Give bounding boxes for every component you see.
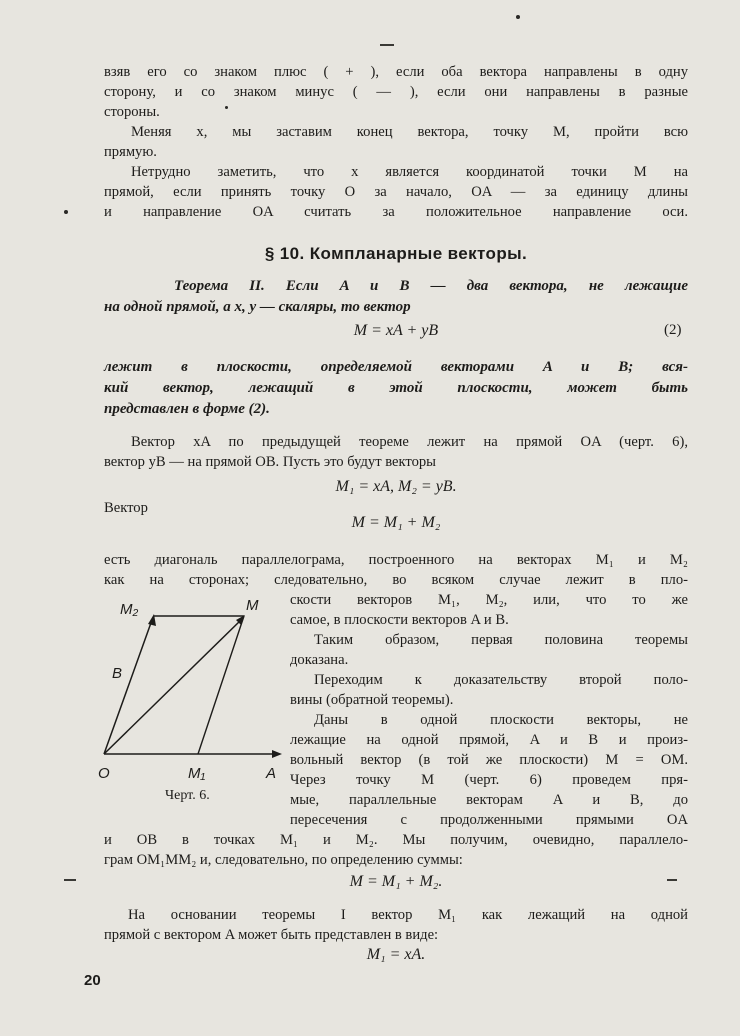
text-line: лежащие на одной прямой, A и B и произ-: [290, 732, 688, 748]
formula-theorem: M = xA + yB: [353, 322, 439, 339]
text-line: грам OM₁MM₂ и, следовательно, по определению суммы:: [104, 852, 463, 868]
word-vector: Вектор: [104, 500, 148, 516]
text-line: прямую.: [104, 144, 157, 160]
scan-speck: [380, 44, 394, 46]
text-line: стороны.: [104, 104, 160, 120]
equation-number: (2): [664, 322, 682, 338]
text-line: вектор yB — на прямой OB. Пусть это будут векторы: [104, 454, 436, 470]
text-line: представлен в форме (2).: [104, 401, 270, 417]
text-line: Вектор xA по предыдущей теореме лежит на прямой OA (черт. 6),: [131, 434, 688, 450]
text-line: кий вектор, лежащий в этой плоскости, может быть: [104, 380, 688, 396]
text-line: самое, в плоскости векторов A и B.: [290, 612, 509, 628]
page-number: 20: [84, 972, 101, 989]
side-column: [290, 590, 688, 830]
text-line: Таким образом, первая половина теоремы: [314, 632, 688, 648]
diagonal-m-line: [104, 619, 242, 754]
text-line: вольный вектор (в той же плоскости) M = OM.: [290, 752, 688, 768]
text-line: пересечения с продолженными прямыми OA: [290, 812, 688, 828]
section-heading: § 10. Компланарные векторы.: [264, 244, 528, 263]
vector-b-line: [104, 620, 152, 754]
formula-components: M₁ = xA, M₂ = yB.: [335, 478, 457, 495]
text-line: есть диагональ параллелограма, построенного на векторах M₁ и M₂: [104, 552, 688, 568]
paragraph-proof-start: [104, 432, 688, 472]
text-line: прямой, если принять точку O за начало, OA — за единицу длины: [104, 184, 688, 200]
paragraph-moving-point: [104, 122, 688, 162]
label-a: A: [266, 765, 277, 782]
label-b: B: [112, 665, 123, 682]
text-line: сторону, и со знаком минус ( — ), если они направлены в разные: [104, 84, 688, 100]
text-line: Даны в одной плоскости векторы, не: [314, 712, 688, 728]
label-o: O: [98, 765, 110, 782]
scan-speck: [64, 210, 68, 214]
text-line: доказана.: [290, 652, 349, 668]
text-line: Переходим к доказательству второй поло-: [314, 672, 688, 688]
paragraph-coordinate: [104, 162, 688, 222]
scan-speck: [64, 879, 76, 881]
figure-parallelogram: [98, 596, 288, 788]
formula-sum-definition: M = M₁ + M₂.: [349, 873, 443, 890]
text-line: на одной прямой, а x, y — скаляры, то вектор: [104, 299, 411, 315]
label-m1: M₁: [188, 765, 206, 782]
text-line: скости векторов M₁, M₂, или, что то же: [290, 592, 688, 608]
text-line: взяв его со знаком плюс ( + ), если оба вектора направлены в одну: [104, 64, 688, 80]
text-line: Меняя x, мы заставим конец вектора, точку M, пройти всю: [131, 124, 688, 140]
label-m2: M₂: [120, 601, 139, 618]
theorem-conclusion: [104, 357, 688, 420]
theorem-statement: [104, 276, 688, 318]
formula-m1: M₁ = xA.: [366, 946, 426, 963]
arrow-a-icon: [272, 750, 282, 758]
text-line: как на сторонах; следовательно, во всяком случае лежит в пло-: [104, 572, 688, 588]
formula-sum: M = M₁ + M₂: [351, 514, 441, 531]
text-line: и OB в точках M₁ и M₂. Мы получим, очевидно, параллело-: [104, 832, 688, 848]
paragraph-theorem-one: [104, 905, 688, 945]
text-line: Нетрудно заметить, что x является координатой точки M на: [131, 164, 688, 180]
paragraph-diagonal: [104, 550, 688, 590]
text-line: На основании теоремы I вектор M₁ как лежащий на одной: [128, 907, 688, 923]
figure-caption: Черт. 6.: [165, 788, 210, 803]
text-line: лежит в плоскости, определяемой векторами A и B; вся-: [104, 359, 688, 375]
side-mm1: [198, 616, 244, 754]
text-line: Теорема II. Если A и B — два вектора, не лежащие: [174, 278, 688, 294]
paragraph-parallelogram: [104, 830, 688, 870]
text-line: Через точку M (черт. 6) проведем пря-: [290, 772, 688, 788]
paragraph-intro: [104, 62, 688, 122]
text-line: вины (обратной теоремы).: [290, 692, 454, 708]
scan-speck: [516, 15, 520, 19]
text-line: мые, параллельные векторам A и B, до: [290, 792, 688, 808]
text-line: прямой с вектором A может быть представлен в виде:: [104, 927, 439, 943]
label-m: M: [246, 597, 259, 614]
text-line: и направление OA считать за положительное направление оси.: [104, 204, 688, 220]
